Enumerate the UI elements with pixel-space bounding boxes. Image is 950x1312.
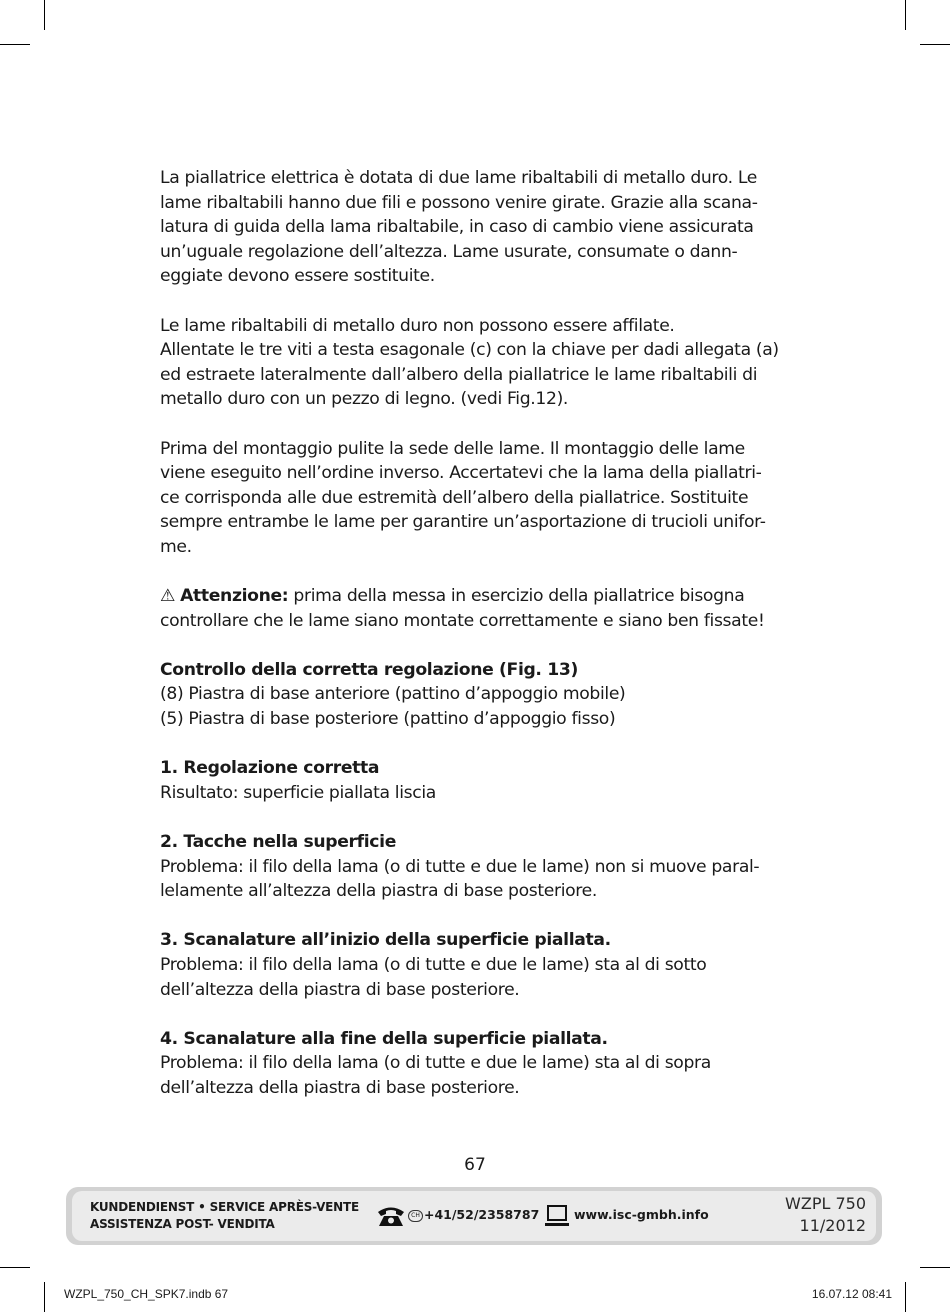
crop-mark <box>44 0 45 30</box>
service-label <box>90 1199 359 1233</box>
text-line <box>160 928 800 953</box>
bold-text: Attenzione: <box>180 586 289 607</box>
line-text: controllare che le lame siano montate correttamente e siano ben fissate! <box>160 610 765 631</box>
warning-icon: ⚠ <box>160 586 176 607</box>
paragraph-gap <box>160 289 800 314</box>
text-line <box>160 486 800 511</box>
service-phone: +41/52/2358787 <box>424 1207 540 1222</box>
service-line-2: ASSISTENZA POST- VENDITA <box>90 1217 275 1231</box>
bold-text: 1. Regolazione corretta <box>160 758 380 779</box>
crop-mark <box>920 1267 950 1268</box>
telephone-icon <box>376 1205 406 1232</box>
text-line <box>160 338 800 363</box>
text-line <box>160 584 800 609</box>
model-info <box>785 1193 866 1237</box>
line-text: un’uguale regolazione dell’altezza. Lame usurate, consumate o dann- <box>160 241 738 262</box>
model-name: WZPL 750 <box>785 1194 866 1213</box>
crop-mark <box>920 44 950 45</box>
paragraph-gap <box>160 904 800 929</box>
country-badge: CH <box>408 1210 423 1222</box>
text-line <box>160 978 800 1003</box>
line-text: prima della messa in esercizio della piallatrice bisogna <box>288 586 745 607</box>
line-text: eggiate devono essere sostituite. <box>160 266 435 287</box>
manual-body-text <box>160 166 800 1101</box>
print-file-info: WZPL_750_CH_SPK7.indb 67 <box>64 1287 229 1301</box>
text-line <box>160 658 800 683</box>
text-line <box>160 1076 800 1101</box>
paragraph-gap <box>160 560 800 585</box>
text-line <box>160 535 800 560</box>
line-text: metallo duro con un pezzo di legno. (vedi Fig.12). <box>160 389 569 410</box>
text-line <box>160 1027 800 1052</box>
line-text: ce corrisponda alle due estremità dell’albero della piallatrice. Sostituite <box>160 487 749 508</box>
line-text: ed estraete lateralmente dall’albero della piallatrice le lame ribaltabili di <box>160 364 758 385</box>
crop-mark <box>0 1267 30 1268</box>
text-line <box>160 510 800 535</box>
paragraph-gap <box>160 1002 800 1027</box>
print-timestamp: 16.07.12 08:41 <box>811 1287 892 1301</box>
line-text: Le lame ribaltabili di metallo duro non possono essere affilate. <box>160 315 675 336</box>
text-line <box>160 387 800 412</box>
line-text: (5) Piastra di base posteriore (pattino d’appoggio fisso) <box>160 709 616 730</box>
bold-text: 2. Tacche nella superficie <box>160 832 396 853</box>
service-line-1: KUNDENDIENST • SERVICE APRÈS-VENTE <box>90 1200 359 1214</box>
laptop-icon <box>544 1204 570 1233</box>
crop-mark <box>905 1282 906 1312</box>
paragraph-gap <box>160 805 800 830</box>
line-text: latura di guida della lama ribaltabile, in caso di cambio viene assicurata <box>160 217 754 238</box>
line-text: Problema: il filo della lama (o di tutte e due le lame) non si muove paral- <box>160 856 760 877</box>
text-line <box>160 830 800 855</box>
text-line <box>160 363 800 388</box>
line-text: lame ribaltabili hanno due fili e possono venire girate. Grazie alla scana- <box>160 192 758 213</box>
line-text: Problema: il filo della lama (o di tutte e due le lame) sta al di sopra <box>160 1053 711 1074</box>
text-line <box>160 756 800 781</box>
line-text: La piallatrice elettrica è dotata di due lame ribaltabili di metallo duro. Le <box>160 168 758 188</box>
text-line <box>160 953 800 978</box>
text-line <box>160 1051 800 1076</box>
text-line <box>160 682 800 707</box>
text-line <box>160 781 800 806</box>
bold-text: 4. Scanalature alla fine della superficie piallata. <box>160 1028 608 1049</box>
crop-mark <box>0 44 30 45</box>
line-text: Risultato: superficie piallata liscia <box>160 782 436 803</box>
line-text: me. <box>160 536 192 557</box>
crop-mark <box>905 0 906 30</box>
line-text: Allentate le tre viti a testa esagonale (c) con la chiave per dadi allegata (a) <box>160 340 779 361</box>
text-line <box>160 879 800 904</box>
text-line <box>160 855 800 880</box>
text-line <box>160 461 800 486</box>
line-text: sempre entrambe le lame per garantire un’asportazione di trucioli unifor- <box>160 512 766 533</box>
text-line <box>160 437 800 462</box>
text-line <box>160 609 800 634</box>
paragraph-gap <box>160 732 800 757</box>
line-text: lelamente all’altezza della piastra di base posteriore. <box>160 881 597 902</box>
text-line <box>160 264 800 289</box>
paragraph-gap <box>160 633 800 658</box>
line-text: Problema: il filo della lama (o di tutte e due le lame) sta al di sotto <box>160 955 707 975</box>
bold-text: 3. Scanalature all’inizio della superficie piallata. <box>160 930 611 951</box>
crop-mark <box>44 1282 45 1312</box>
text-line <box>160 191 800 216</box>
line-text: dell’altezza della piastra di base posteriore. <box>160 979 520 1000</box>
text-line <box>160 240 800 265</box>
bold-text: Controllo della corretta regolazione (Fig. 13) <box>160 659 578 680</box>
line-text: Prima del montaggio pulite la sede delle lame. Il montaggio delle lame <box>160 438 745 459</box>
line-text: (8) Piastra di base anteriore (pattino d’appoggio mobile) <box>160 684 626 705</box>
model-date: 11/2012 <box>799 1216 866 1235</box>
text-line <box>160 166 800 191</box>
text-line <box>160 707 800 732</box>
page-number: 67 <box>464 1155 486 1175</box>
line-text: viene eseguito nell’ordine inverso. Accertatevi che la lama della piallatri- <box>160 463 762 484</box>
paragraph-gap <box>160 412 800 437</box>
text-line <box>160 314 800 339</box>
text-line <box>160 215 800 240</box>
line-text: dell’altezza della piastra di base posteriore. <box>160 1077 520 1098</box>
service-website: www.isc-gmbh.info <box>574 1207 709 1222</box>
